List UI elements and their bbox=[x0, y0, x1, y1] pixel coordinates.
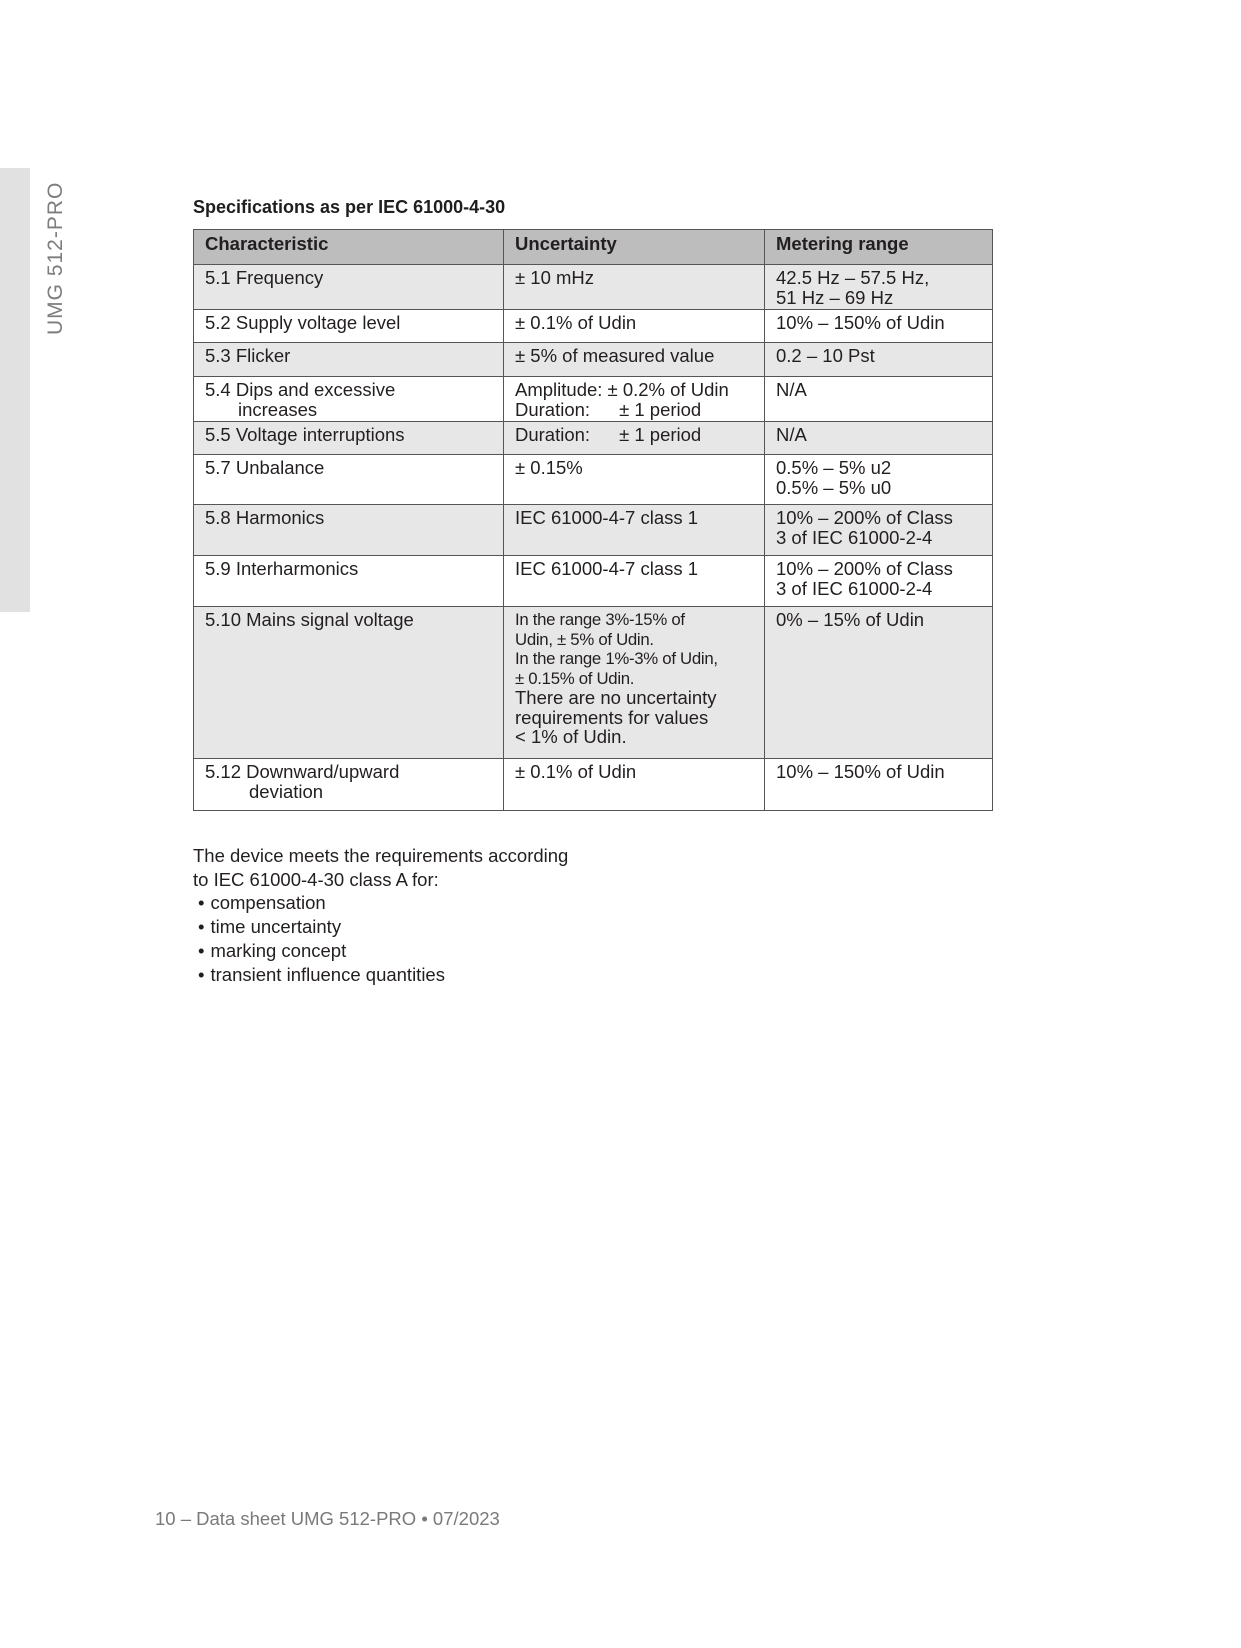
cell-text: requirements for values bbox=[515, 706, 709, 728]
list-item: • marking concept bbox=[193, 939, 568, 963]
cell-text: 5.5 Voltage interruptions bbox=[205, 424, 405, 445]
cell-text: In the range 1%-3% of Udin, bbox=[515, 649, 718, 668]
cell-text: 5.2 Supply voltage level bbox=[205, 312, 401, 333]
cell-characteristic bbox=[194, 455, 504, 505]
cell-range bbox=[765, 505, 993, 556]
cell-characteristic bbox=[194, 759, 504, 811]
list-item: • compensation bbox=[193, 891, 568, 915]
cell-text: 10% – 200% of Class bbox=[776, 558, 953, 579]
cell-text: 42.5 Hz – 57.5 Hz, bbox=[776, 267, 930, 288]
cell-uncertainty bbox=[504, 422, 765, 455]
cell-text: 10% – 200% of Class bbox=[776, 507, 953, 528]
cell-text: 5.8 Harmonics bbox=[205, 507, 325, 528]
cell-text: 5.3 Flicker bbox=[205, 345, 291, 366]
cell-text: ± 5% of measured value bbox=[515, 345, 715, 366]
cell-text: 10% – 150% of Udin bbox=[776, 312, 945, 333]
cell-text: ± 0.15% bbox=[515, 457, 583, 478]
cell-uncertainty bbox=[504, 377, 765, 422]
cell-text: IEC 61000-4-7 class 1 bbox=[515, 558, 699, 579]
table-row bbox=[194, 556, 993, 607]
table-row bbox=[194, 343, 993, 377]
cell-text: 5.12 Downward/upward bbox=[205, 761, 400, 782]
cell-characteristic bbox=[194, 505, 504, 556]
side-tab-band bbox=[0, 168, 30, 612]
cell-text: ± 1 period bbox=[619, 424, 702, 445]
cell-characteristic bbox=[194, 607, 504, 759]
cell-characteristic bbox=[194, 343, 504, 377]
cell-text: 5.4 Dips and excessive bbox=[205, 379, 396, 400]
cell-text: N/A bbox=[776, 379, 807, 400]
cell-uncertainty bbox=[504, 505, 765, 556]
cell-uncertainty bbox=[504, 759, 765, 811]
cell-text: ± 0.1% of Udin bbox=[515, 312, 637, 333]
table-row bbox=[194, 310, 993, 343]
cell-text: 5.1 Frequency bbox=[205, 267, 324, 288]
cell-text: 0.5% – 5% u0 bbox=[776, 476, 892, 498]
compliance-list bbox=[193, 891, 568, 986]
section-title: Specifications as per IEC 61000-4-30 bbox=[193, 197, 506, 217]
cell-uncertainty bbox=[504, 607, 765, 759]
cell-text: < 1% of Udin. bbox=[515, 726, 627, 747]
table-header-row bbox=[194, 230, 993, 265]
cell-text: 0.5% – 5% u2 bbox=[776, 457, 892, 478]
table-row bbox=[194, 607, 993, 759]
cell-text: Duration: bbox=[515, 424, 591, 445]
cell-text: ± 0.1% of Udin bbox=[515, 761, 637, 782]
table-row bbox=[194, 505, 993, 556]
cell-uncertainty bbox=[504, 455, 765, 505]
table-row bbox=[194, 455, 993, 505]
cell-text: IEC 61000-4-7 class 1 bbox=[515, 507, 699, 528]
cell-text: There are no uncertainty bbox=[515, 687, 717, 708]
table-row bbox=[194, 759, 993, 811]
cell-text: 51 Hz – 69 Hz bbox=[776, 286, 894, 308]
cell-range bbox=[765, 455, 993, 505]
cell-uncertainty bbox=[504, 343, 765, 377]
table-row bbox=[194, 377, 993, 422]
list-item: • transient influence quantities bbox=[193, 963, 568, 987]
table-row bbox=[194, 265, 993, 310]
list-item: • time uncertainty bbox=[193, 915, 568, 939]
cell-text: Udin, ± 5% of Udin. bbox=[515, 629, 654, 649]
cell-text: Duration: bbox=[515, 398, 591, 420]
cell-range bbox=[765, 265, 993, 310]
cell-characteristic bbox=[194, 265, 504, 310]
cell-uncertainty bbox=[504, 310, 765, 343]
spec-table bbox=[193, 229, 993, 811]
cell-text: 5.10 Mains signal voltage bbox=[205, 609, 414, 630]
cell-range bbox=[765, 377, 993, 422]
notes-intro-line-1: The device meets the requirements according bbox=[193, 845, 569, 866]
header-metering-range: Metering range bbox=[765, 230, 993, 265]
cell-characteristic bbox=[194, 556, 504, 607]
cell-text: 5.9 Interharmonics bbox=[205, 558, 359, 579]
cell-range bbox=[765, 607, 993, 759]
cell-text: increases bbox=[238, 398, 318, 420]
cell-text: 0.2 – 10 Pst bbox=[776, 345, 875, 366]
cell-text: 3 of IEC 61000-2-4 bbox=[776, 577, 933, 599]
cell-text: N/A bbox=[776, 424, 807, 445]
cell-range bbox=[765, 422, 993, 455]
cell-text: Amplitude: ± 0.2% of Udin bbox=[515, 379, 729, 400]
notes-intro-line-2: to IEC 61000-4-30 class A for: bbox=[193, 868, 439, 890]
cell-text: ± 1 period bbox=[619, 398, 702, 420]
cell-range bbox=[765, 343, 993, 377]
cell-text: In the range 3%-15% of bbox=[515, 610, 685, 629]
side-product-label: UMG 512-PRO bbox=[44, 181, 67, 335]
cell-text: ± 10 mHz bbox=[515, 267, 595, 288]
cell-text: ± 0.15% of Udin. bbox=[515, 668, 635, 688]
cell-range bbox=[765, 556, 993, 607]
cell-text: 10% – 150% of Udin bbox=[776, 761, 945, 782]
cell-uncertainty bbox=[504, 265, 765, 310]
cell-uncertainty bbox=[504, 556, 765, 607]
cell-range bbox=[765, 759, 993, 811]
cell-text: 5.7 Unbalance bbox=[205, 457, 325, 478]
cell-range bbox=[765, 310, 993, 343]
page-footer: 10 – Data sheet UMG 512-PRO • 07/2023 bbox=[155, 1508, 500, 1529]
cell-characteristic bbox=[194, 377, 504, 422]
cell-text: deviation bbox=[249, 780, 324, 802]
cell-text: 3 of IEC 61000-2-4 bbox=[776, 526, 933, 548]
table-row bbox=[194, 422, 993, 455]
compliance-notes bbox=[193, 844, 568, 986]
header-uncertainty: Uncertainty bbox=[504, 230, 765, 265]
header-characteristic: Characteristic bbox=[194, 230, 504, 265]
cell-text: 0% – 15% of Udin bbox=[776, 609, 925, 630]
cell-characteristic bbox=[194, 310, 504, 343]
cell-characteristic bbox=[194, 422, 504, 455]
